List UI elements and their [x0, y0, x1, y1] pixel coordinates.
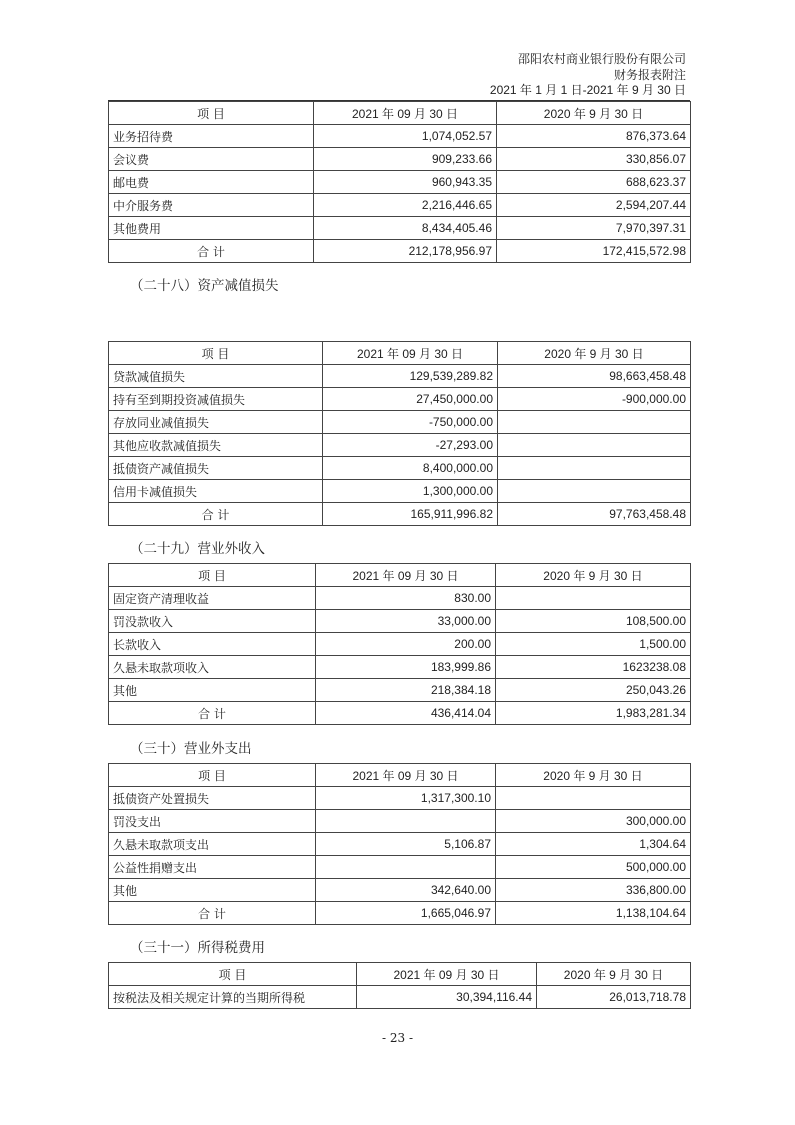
page-header: [490, 52, 686, 99]
value-2020: 876,373.64: [497, 125, 691, 148]
document-title: 财务报表附注: [613, 67, 686, 82]
column-header-item: 项 目: [109, 342, 323, 365]
table-row: [109, 148, 691, 171]
table-row: [109, 388, 691, 411]
table-row: [109, 879, 691, 902]
row-label: 其他: [109, 879, 316, 902]
table-row: [109, 986, 691, 1009]
table-row: [109, 125, 691, 148]
row-label: 会议费: [109, 148, 314, 171]
value-2020: 2,594,207.44: [497, 194, 691, 217]
total-row: [109, 503, 691, 526]
value-2021: 1,074,052.57: [314, 125, 497, 148]
column-header-2021: 2021 年 09 月 30 日: [316, 564, 496, 587]
row-label: 其他费用: [109, 217, 314, 240]
row-label: 信用卡减值损失: [109, 480, 323, 503]
total-label: 合 计: [109, 240, 314, 263]
row-label: 罚没款收入: [109, 610, 316, 633]
value-2020: 330,856.07: [497, 148, 691, 171]
row-label: 长款收入: [109, 633, 316, 656]
table-row: [109, 217, 691, 240]
total-2020: 172,415,572.98: [497, 240, 691, 263]
table-row: [109, 810, 691, 833]
table-row: [109, 365, 691, 388]
table-row: [109, 856, 691, 879]
total-label: 合 计: [109, 503, 323, 526]
table-row: [109, 194, 691, 217]
value-2021: 33,000.00: [316, 610, 496, 633]
row-label: 按税法及相关规定计算的当期所得税: [109, 986, 357, 1009]
total-2020: 1,983,281.34: [496, 702, 691, 725]
value-2020: -900,000.00: [498, 388, 691, 411]
total-2020: 1,138,104.64: [496, 902, 691, 925]
column-header-item: 项 目: [109, 102, 314, 125]
total-row: [109, 902, 691, 925]
table-header-row: [109, 764, 691, 787]
total-2021: 436,414.04: [316, 702, 496, 725]
table-header-row: [109, 564, 691, 587]
value-2021: -750,000.00: [323, 411, 498, 434]
asset-impairment-table: [108, 341, 691, 526]
column-header-2020: 2020 年 9 月 30 日: [497, 102, 691, 125]
row-label: 存放同业减值损失: [109, 411, 323, 434]
column-header-2021: 2021 年 09 月 30 日: [314, 102, 497, 125]
section-title-non-operating-expense: （三十）营业外支出: [130, 741, 252, 757]
table-row: [109, 480, 691, 503]
value-2020: [498, 457, 691, 480]
non-operating-income-table: [108, 563, 691, 725]
total-2021: 165,911,996.82: [323, 503, 498, 526]
table-row: [109, 457, 691, 480]
row-label: 抵债资产减值损失: [109, 457, 323, 480]
total-row: [109, 702, 691, 725]
value-2021: 960,943.35: [314, 171, 497, 194]
row-label: 公益性捐赠支出: [109, 856, 316, 879]
value-2020: 500,000.00: [496, 856, 691, 879]
value-2021: -27,293.00: [323, 434, 498, 457]
value-2021: 909,233.66: [314, 148, 497, 171]
income-tax-table: [108, 962, 691, 1009]
value-2020: 336,800.00: [496, 879, 691, 902]
column-header-2020: 2020 年 9 月 30 日: [537, 963, 691, 986]
row-label: 罚没支出: [109, 810, 316, 833]
value-2021: 2,216,446.65: [314, 194, 497, 217]
row-label: 贷款减值损失: [109, 365, 323, 388]
table-row: [109, 679, 691, 702]
row-label: 固定资产清理收益: [109, 587, 316, 610]
total-2021: 1,665,046.97: [316, 902, 496, 925]
section-title-income-tax: （三十一）所得税费用: [130, 940, 265, 956]
value-2020: 250,043.26: [496, 679, 691, 702]
value-2020: [496, 587, 691, 610]
table-row: [109, 787, 691, 810]
value-2020: 1,500.00: [496, 633, 691, 656]
value-2021: [316, 810, 496, 833]
row-label: 邮电费: [109, 171, 314, 194]
value-2020: [498, 411, 691, 434]
table-header-row: [109, 963, 691, 986]
column-header-2021: 2021 年 09 月 30 日: [357, 963, 537, 986]
table-row: [109, 587, 691, 610]
value-2020: 108,500.00: [496, 610, 691, 633]
table-header-row: [109, 102, 691, 125]
value-2020: 98,663,458.48: [498, 365, 691, 388]
row-label: 其他应收款减值损失: [109, 434, 323, 457]
value-2021: 129,539,289.82: [323, 365, 498, 388]
total-label: 合 计: [109, 702, 316, 725]
total-2020: 97,763,458.48: [498, 503, 691, 526]
total-label: 合 计: [109, 902, 316, 925]
column-header-item: 项 目: [109, 963, 357, 986]
table-row: [109, 656, 691, 679]
value-2021: 183,999.86: [316, 656, 496, 679]
value-2020: 300,000.00: [496, 810, 691, 833]
table-row: [109, 610, 691, 633]
page-number: - 23 -: [381, 1031, 413, 1045]
expenses-table: [108, 101, 691, 263]
row-label: 中介服务费: [109, 194, 314, 217]
value-2021: 8,400,000.00: [323, 457, 498, 480]
row-label: 业务招待费: [109, 125, 314, 148]
value-2021: 342,640.00: [316, 879, 496, 902]
column-header-2020: 2020 年 9 月 30 日: [498, 342, 691, 365]
value-2021: 27,450,000.00: [323, 388, 498, 411]
value-2021: 1,300,000.00: [323, 480, 498, 503]
value-2020: 26,013,718.78: [537, 986, 691, 1009]
row-label: 久悬未取款项收入: [109, 656, 316, 679]
row-label: 抵债资产处置损失: [109, 787, 316, 810]
value-2020: [496, 787, 691, 810]
value-2021: 1,317,300.10: [316, 787, 496, 810]
column-header-2021: 2021 年 09 月 30 日: [323, 342, 498, 365]
column-header-item: 项 目: [109, 764, 316, 787]
company-name: 邵阳农村商业银行股份有限公司: [517, 52, 686, 66]
table-header-row: [109, 342, 691, 365]
table-row: [109, 633, 691, 656]
value-2020: 1623238.08: [496, 656, 691, 679]
column-header-2020: 2020 年 9 月 30 日: [496, 564, 691, 587]
value-2021: 30,394,116.44: [357, 986, 537, 1009]
value-2021: 200.00: [316, 633, 496, 656]
column-header-item: 项 目: [109, 564, 316, 587]
total-row: [109, 240, 691, 263]
table-row: [109, 833, 691, 856]
table-row: [109, 434, 691, 457]
total-2021: 212,178,956.97: [314, 240, 497, 263]
report-period: 2021 年 1 月 1 日-2021 年 9 月 30 日: [489, 83, 686, 97]
value-2021: 830.00: [316, 587, 496, 610]
table-row: [109, 411, 691, 434]
value-2021: 218,384.18: [316, 679, 496, 702]
column-header-2021: 2021 年 09 月 30 日: [316, 764, 496, 787]
value-2020: 1,304.64: [496, 833, 691, 856]
value-2020: [498, 480, 691, 503]
section-title-asset-impairment: （二十八）资产减值损失: [130, 278, 279, 294]
value-2020: [498, 434, 691, 457]
row-label: 持有至到期投资减值损失: [109, 388, 323, 411]
table-row: [109, 171, 691, 194]
value-2021: 8,434,405.46: [314, 217, 497, 240]
value-2021: [316, 856, 496, 879]
non-operating-expense-table: [108, 763, 691, 925]
value-2020: 7,970,397.31: [497, 217, 691, 240]
column-header-2020: 2020 年 9 月 30 日: [496, 764, 691, 787]
value-2020: 688,623.37: [497, 171, 691, 194]
row-label: 久悬未取款项支出: [109, 833, 316, 856]
value-2021: 5,106.87: [316, 833, 496, 856]
row-label: 其他: [109, 679, 316, 702]
section-title-non-operating-income: （二十九）营业外收入: [130, 541, 265, 557]
